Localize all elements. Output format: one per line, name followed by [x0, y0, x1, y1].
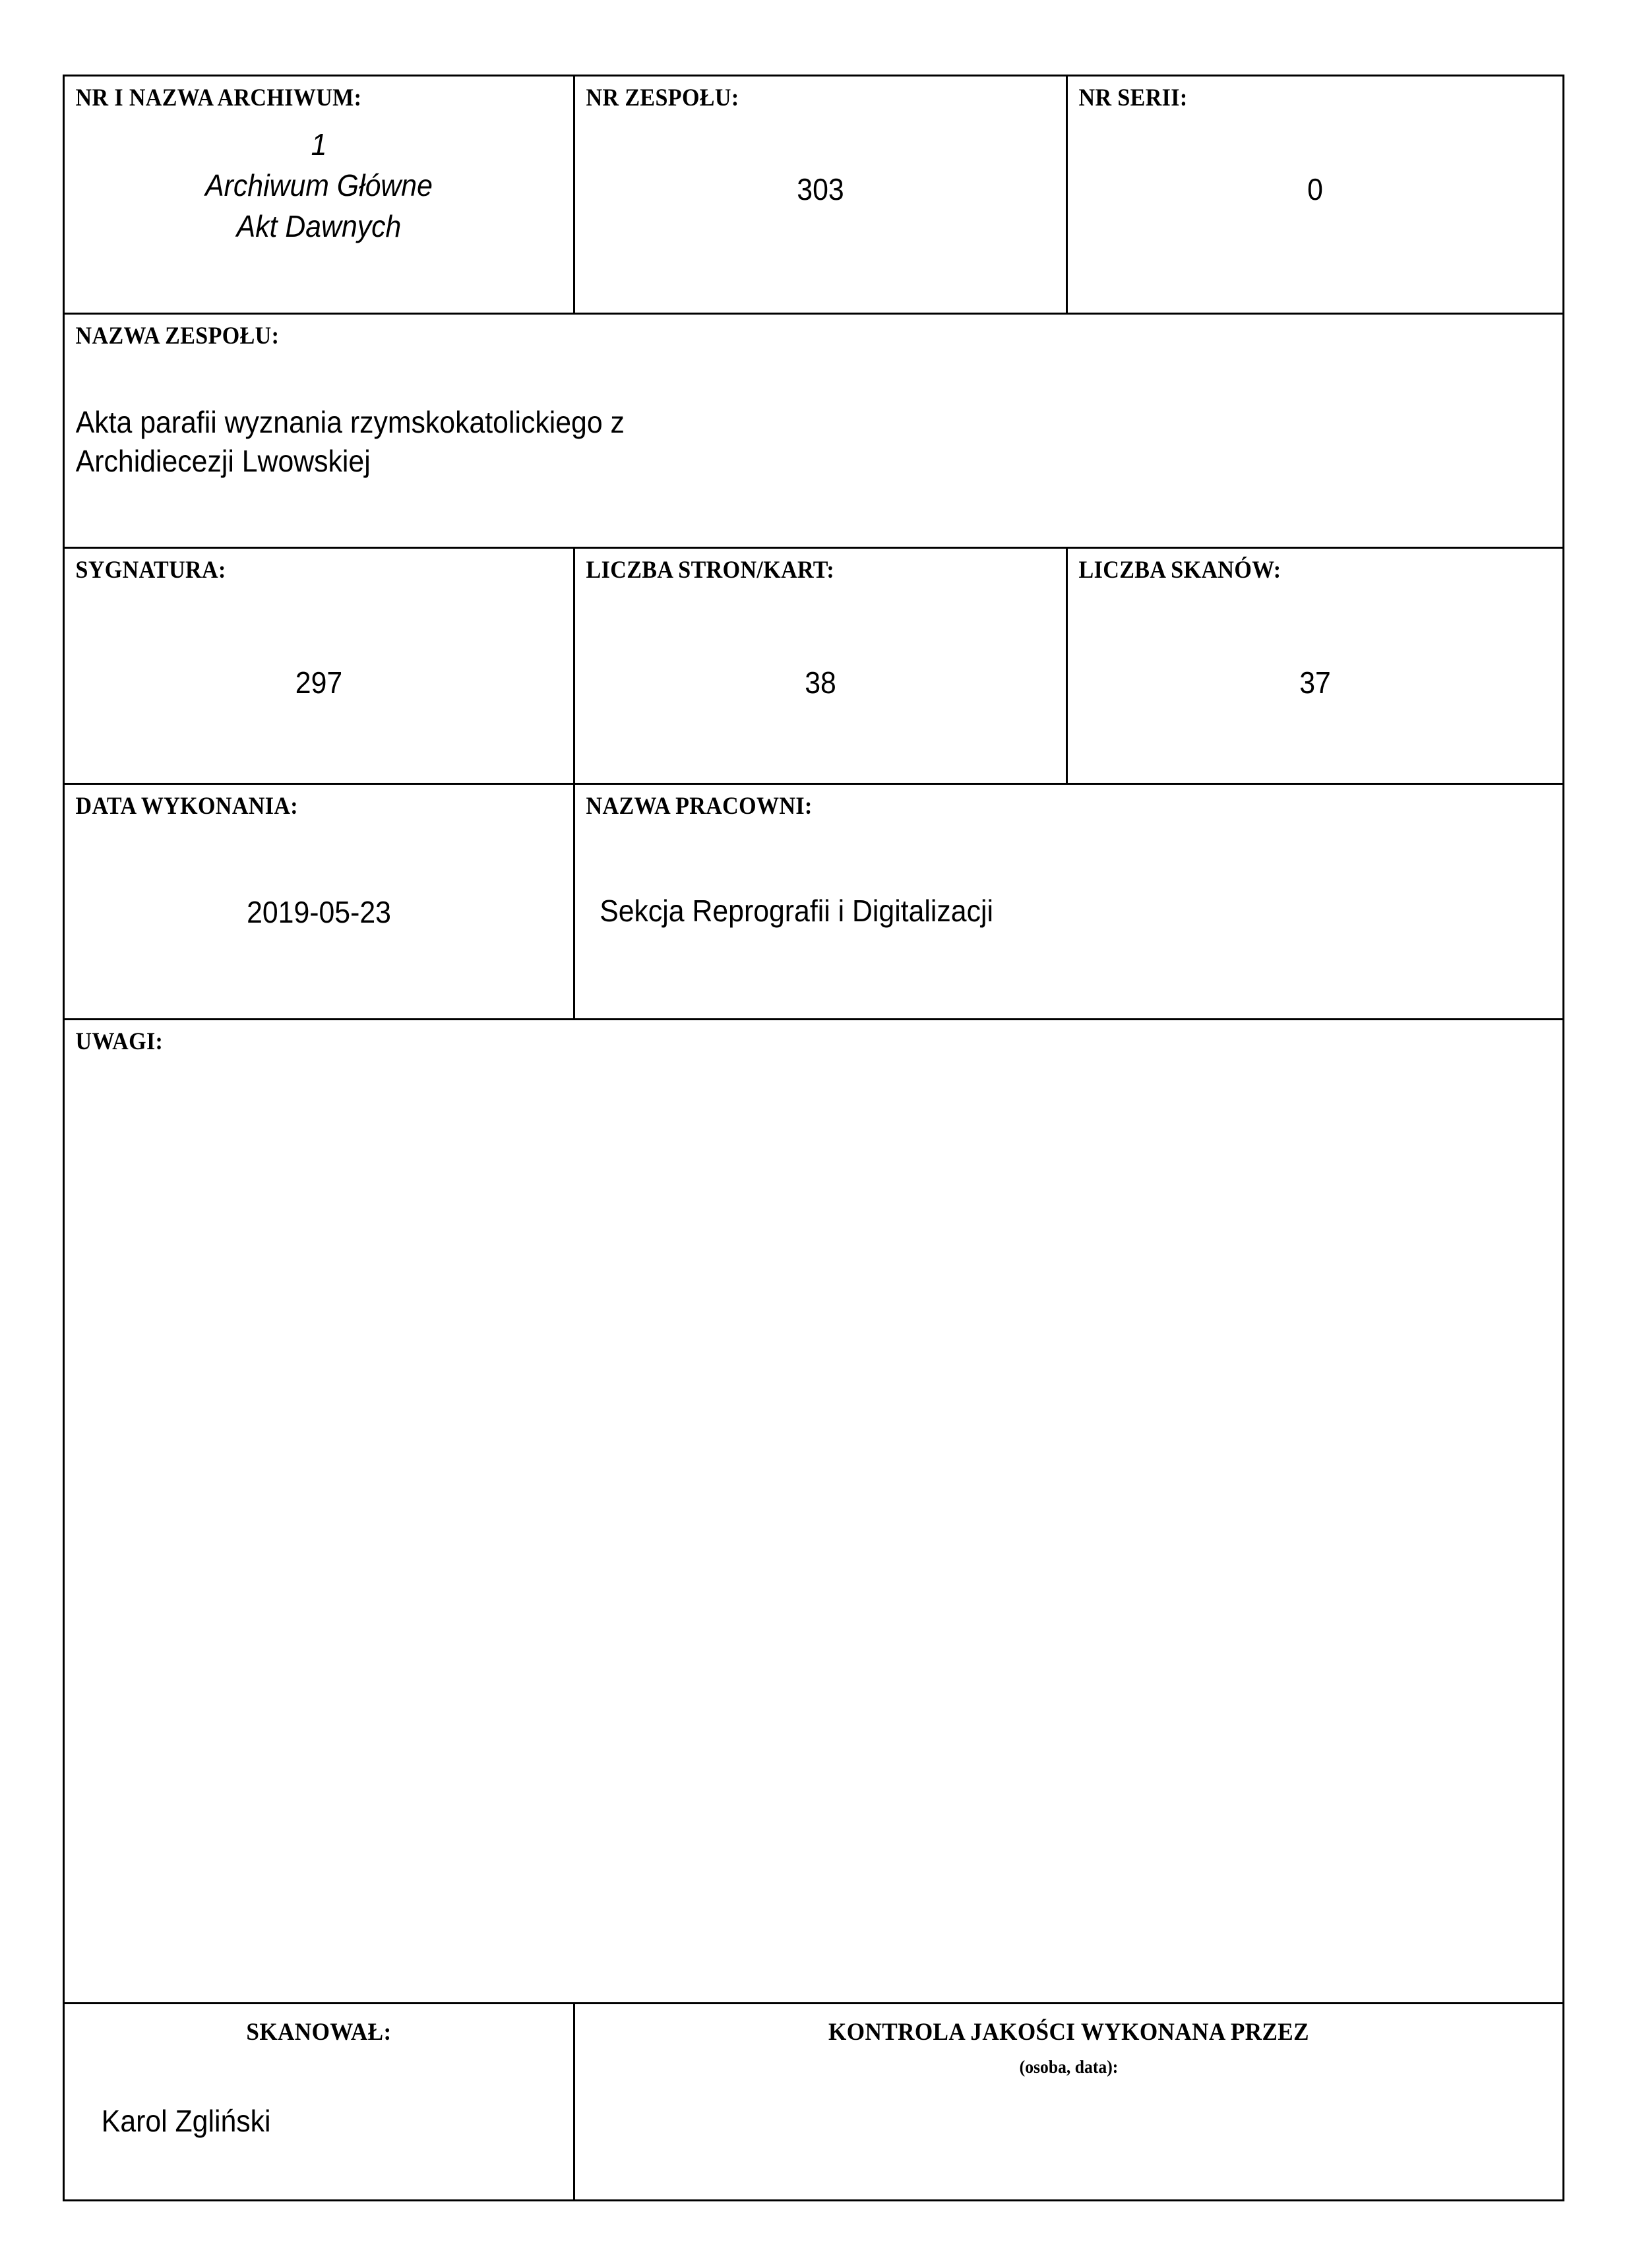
table-row-signoff — [64, 2004, 1564, 2201]
label-pages-count: LICZBA STRON/KART: — [586, 557, 835, 584]
value-scanned-by: Karol Zgliński — [101, 2104, 271, 2138]
value-archive-name-line2: Akt Dawnych — [236, 209, 402, 244]
table-row-archive-identification — [64, 76, 1564, 314]
cell-archive — [64, 76, 574, 314]
label-fonds-number: NR ZESPOŁU: — [586, 84, 739, 111]
label-quality-control: KONTROLA JAKOŚCI WYKONANA PRZEZ — [828, 2019, 1309, 2046]
series-number-value-group — [1068, 169, 1562, 210]
workshop-name-value-group — [575, 892, 1562, 931]
fonds-name-value-group — [65, 403, 1562, 481]
fonds-number-value-group — [575, 169, 1066, 210]
sublabel-quality-control-person-date: (osoba, data): — [1019, 2056, 1119, 2077]
table-row-counts — [64, 548, 1564, 784]
value-execution-date: 2019-05-23 — [247, 895, 391, 929]
cell-fonds-number — [574, 76, 1067, 314]
label-fonds-name: NAZWA ZESPOŁU: — [75, 322, 280, 350]
value-workshop-name: Sekcja Reprografii i Digitalizacji — [600, 894, 993, 928]
scanned-by-value-group — [65, 2102, 573, 2141]
label-scanned-by: SKANOWAŁ: — [246, 2019, 392, 2046]
cell-execution-date — [64, 784, 574, 1020]
value-archive-name-line1: Archiwum Główne — [205, 168, 433, 203]
label-workshop-name: NAZWA PRACOWNI: — [586, 793, 813, 820]
pages-count-value-group — [575, 662, 1066, 703]
table-row-fonds-name — [64, 314, 1564, 548]
cell-quality-control — [574, 2004, 1564, 2201]
cell-series-number — [1067, 76, 1564, 314]
value-series-number: 0 — [1307, 172, 1323, 206]
label-archive-number-and-name: NR I NAZWA ARCHIWUM: — [75, 84, 362, 111]
cell-remarks — [64, 1020, 1564, 2004]
cell-scanned-by — [64, 2004, 574, 2201]
cell-pages-count — [574, 548, 1067, 784]
scans-count-value-group — [1068, 662, 1562, 703]
value-fonds-name-line2: Archidiecezji Lwowskiej — [75, 443, 371, 478]
cell-scans-count — [1067, 548, 1564, 784]
label-scans-count: LICZBA SKANÓW: — [1078, 557, 1281, 584]
label-signature: SYGNATURA: — [75, 557, 226, 584]
value-signature: 297 — [295, 665, 343, 700]
cell-workshop-name — [574, 784, 1564, 1020]
value-fonds-name-line1: Akta parafii wyznania rzymskokatolickiego z — [75, 405, 625, 439]
label-remarks: UWAGI: — [75, 1028, 164, 1055]
table-row-remarks — [64, 1020, 1564, 2004]
label-series-number: NR SERII: — [1078, 84, 1188, 111]
archival-metadata-form — [63, 75, 1564, 2201]
value-archive-number: 1 — [311, 127, 327, 162]
cell-fonds-name — [64, 314, 1564, 548]
value-fonds-number: 303 — [797, 172, 844, 206]
execution-date-value-group — [65, 892, 573, 933]
value-pages-count: 38 — [805, 665, 836, 700]
value-scans-count: 37 — [1299, 665, 1331, 700]
table-row-execution — [64, 784, 1564, 1020]
archive-value-group — [65, 124, 573, 247]
label-execution-date: DATA WYKONANIA: — [75, 793, 298, 820]
cell-signature — [64, 548, 574, 784]
signature-value-group — [65, 662, 573, 703]
